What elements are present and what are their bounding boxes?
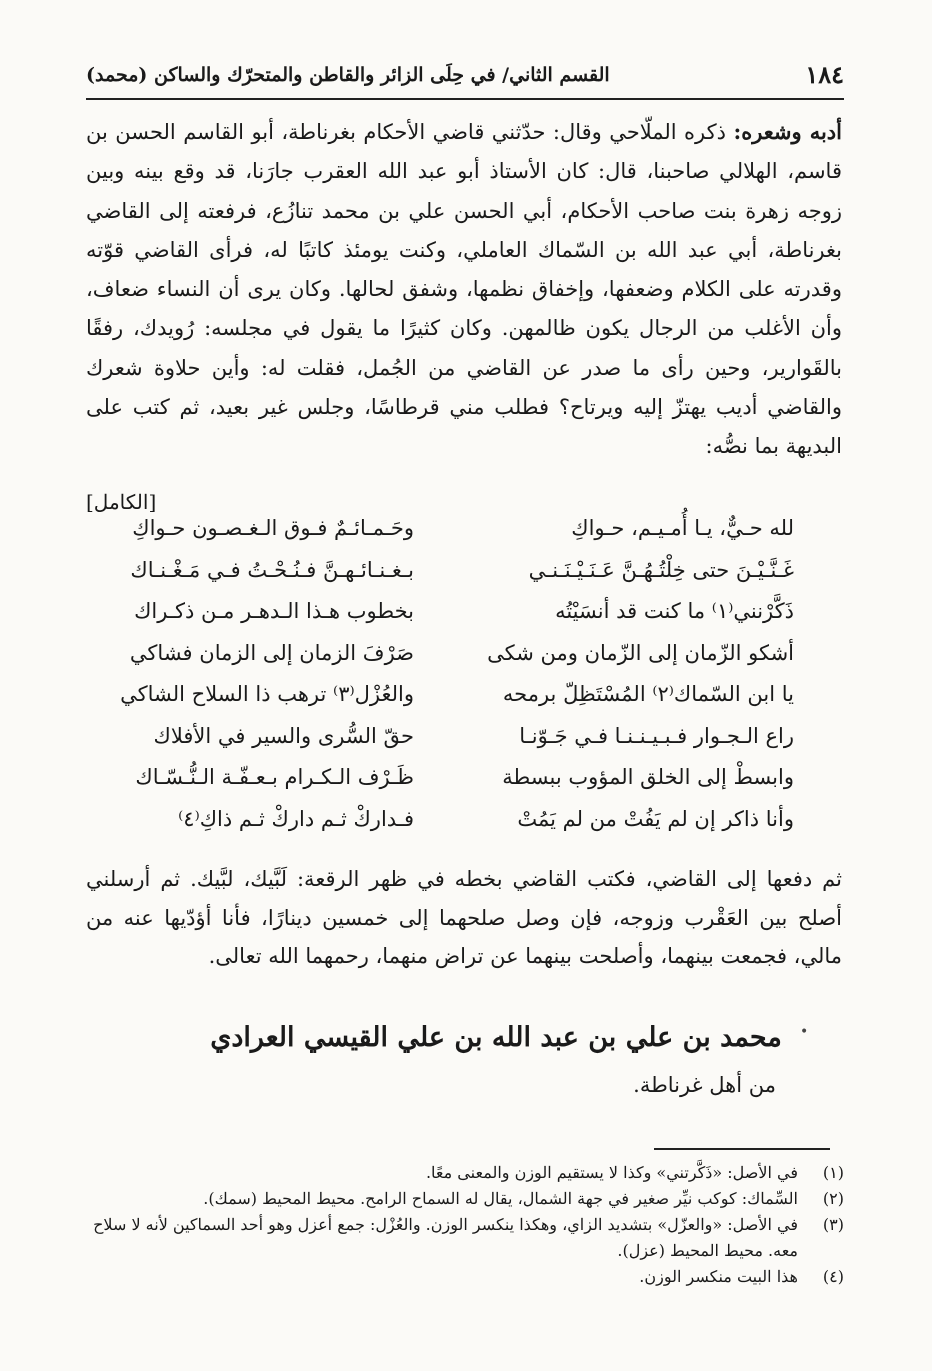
verse-second-hemistich: والعُزْل⁽٣⁾ ترهب ذا السلاح الشاكي	[120, 682, 414, 706]
footnote-number: (١)	[822, 1163, 844, 1182]
verse-second-hemistich: حقّ السُّرى والسير في الأفلاك	[153, 723, 414, 748]
footnote-text: هذا البيت منكسر الوزن.	[639, 1267, 798, 1286]
footnote	[86, 1212, 844, 1264]
page-number: ١٨٤	[805, 60, 844, 89]
verse-line	[90, 724, 794, 766]
after-poem-paragraph: ثم دفعها إلى القاضي، فكتب القاضي بخطه في ظهر الرقعة: لَبَّيك، لبَّيك. ثم أرسلني أصلح بين العَقْرب وزوجه، فإن وصل صلحهما إلى خمسين دينارًا، فأنا أؤدّيها عنه من مالي، فجمعت بينهما، وأصلحت بينهما عن تراض منهما، رحمهما الله تعالى.	[86, 867, 842, 968]
header-rule	[86, 98, 844, 100]
verse-first-hemistich: لله حـيٌّ، يـا أُمـيـم، حـواكِ	[571, 516, 794, 540]
footnote-text: في الأصل: «ذَكَّرتني» وكذا لا يستقيم الوزن والمعنى معًا.	[425, 1163, 798, 1182]
footnote-rule	[654, 1148, 830, 1150]
footnote	[86, 1186, 844, 1212]
verse-second-hemistich: بـغـنـائـهـنَّ فـنُـحْـتُ فـي مَـغْـنـاك	[130, 557, 414, 582]
verse-line	[90, 558, 794, 600]
verse-line	[90, 599, 794, 641]
verse-first-hemistich: أشكو الزّمان إلى الزّمان ومن شكى	[487, 640, 794, 665]
footnotes	[86, 1160, 844, 1290]
verse-second-hemistich: فـداركْ ثـم داركْ ثـم ذاكِ⁽٤⁾	[178, 806, 414, 831]
verse-first-hemistich: يا ابن السّماك⁽٢⁾ المُسْتَظِلّ برمحه	[502, 682, 794, 706]
intro-paragraph	[86, 112, 842, 467]
verse-line	[90, 765, 794, 807]
verse-first-hemistich: غَـنَّـيْـنَ حتى خِلْتُـهُـنَّ عَـنَـيْـنَـنـي	[528, 557, 794, 582]
marginal-dot-icon: •	[800, 1024, 809, 1040]
verse-second-hemistich: وحَـمـائـمٌ فـوق الـغـصـون حـواكِ	[132, 516, 414, 540]
verse-line	[90, 641, 794, 683]
verse-line	[90, 516, 794, 558]
footnote-number: (٢)	[822, 1189, 844, 1208]
poem-meter: [الكامل]	[86, 490, 157, 514]
verse-line	[90, 807, 794, 849]
footnote	[86, 1160, 844, 1186]
footnote-number: (٣)	[822, 1215, 844, 1234]
verse-second-hemistich: بخطوب هـذا الـدهـر مـن ذكـراك	[134, 599, 414, 623]
verse-first-hemistich: وابسطْ إلى الخلق المؤوب ببسطة	[502, 765, 794, 789]
section-lead: أدبه وشعره:	[733, 119, 842, 144]
footnote-text: في الأصل: «والعزّل» بتشديد الزاي، وهكذا ينكسر الوزن. والعُزْل: جمع أعزل وهو أحد السماكين لأنه لا سلاح معه. محيط المحيط (عزل).	[93, 1215, 798, 1260]
poem	[90, 516, 794, 848]
running-title: القسم الثاني/ في حِلَى الزائر والقاطن والمتحرّك والساكن (محمد)	[86, 64, 610, 86]
biography-heading: محمد بن علي بن عبد الله بن علي القيسي العرادي	[210, 1022, 782, 1053]
footnote-number: (٤)	[822, 1267, 844, 1286]
intro-text: ذكره الملّاحي وقال: حدّثني قاضي الأحكام بغرناطة، أبو القاسم الحسن بن قاسم، الهلالي صاحبنا، قال: كان الأستاذ أبو عبد الله العقرب جارَنا، قد وقع بينه وبين زوجه زهرة بنت صاحب الأحكام، أبي الحسن علي بن محمد تنازُع، فرفعته إلى القاضي بغرناطة، أبي عبد الله بن السّماك العاملي، وكنت يومئذ كاتبًا له، فرأى القاضي قوّته وقدرته على الكلام وضعفها، وإخفاق نظمها، وشفق لحالها. وكان يرى أن النساء ضعاف، وأن الأغلب من الرجال يكون ظالمهن. وكان كثيرًا ما يقول في مجلسه: رُويدك، رفقًا بالقَوارير، وحين رأى ما صدر عن القاضي من الجُمل، فقلت له: وأين حلاوة شعرك والقاضي أديب يهتزّ إليه ويرتاح؟ فطلب مني قرطاسًا، وجلس غير بعيد، ثم كتب على البديهة بما نصُّه:	[86, 120, 842, 459]
page-header	[86, 56, 844, 96]
verse-first-hemistich: راع الـجـوار فـبـيـنـنـا فـي جَـوّنـا	[519, 723, 794, 748]
footnote	[86, 1264, 844, 1290]
verse-first-hemistich: ذَكَّرْنني⁽١⁾ ما كنت قد أنسَيْتُه	[555, 599, 794, 623]
verse-first-hemistich: وأنا ذاكر إن لم يَفُتْ من لم يَمُتْ	[517, 806, 794, 831]
verse-line	[90, 682, 794, 724]
verse-second-hemistich: صَرْفَ الزمان إلى الزمان فشاكي	[129, 640, 414, 665]
biography-origin: من أهل غرناطة.	[633, 1073, 776, 1097]
footnote-text: السِّماك: كوكب نيِّر صغير في جهة الشمال، يقال له السماح الرامح. محيط المحيط (سمك).	[203, 1189, 798, 1208]
verse-second-hemistich: ظَـرْف الـكـرام بـعـفّـة الـنُّـسّـاك	[135, 765, 414, 789]
